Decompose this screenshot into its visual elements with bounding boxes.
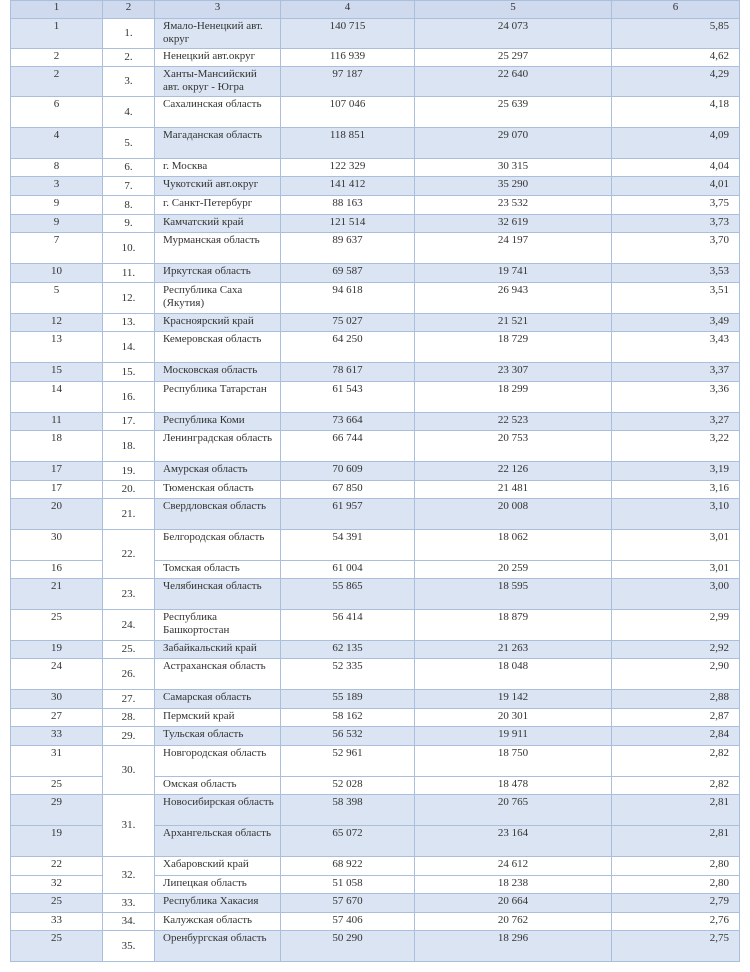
rank-cell: 27. xyxy=(103,690,155,709)
region-name-cell: Чукотский авт.округ xyxy=(155,177,281,196)
table-row xyxy=(11,283,740,314)
value-col4-cell: 88 163 xyxy=(281,196,415,215)
value-col4-cell: 61 957 xyxy=(281,499,415,530)
value-col6-cell: 2,87 xyxy=(612,709,740,727)
value-col4-cell: 116 939 xyxy=(281,49,415,67)
value-col5-cell: 21 263 xyxy=(415,641,612,659)
rank-cell: 6. xyxy=(103,159,155,177)
value-col4-cell: 75 027 xyxy=(281,314,415,332)
value-col6-cell: 3,36 xyxy=(612,382,740,413)
region-name-cell: Оренбургская область xyxy=(155,931,281,962)
value-col6-cell: 2,80 xyxy=(612,876,740,894)
region-name-cell: Сахалинская область xyxy=(155,97,281,128)
value-col6-cell: 2,82 xyxy=(612,746,740,777)
col1-cell: 9 xyxy=(11,196,103,215)
value-col6-cell: 3,19 xyxy=(612,462,740,481)
header-cell-3: 3 xyxy=(155,1,281,19)
value-col4-cell: 78 617 xyxy=(281,363,415,382)
value-col4-cell: 107 046 xyxy=(281,97,415,128)
rank-cell: 7. xyxy=(103,177,155,196)
rank-cell: 12. xyxy=(103,283,155,314)
rank-cell: 32. xyxy=(103,857,155,894)
rank-cell: 14. xyxy=(103,332,155,363)
table-row xyxy=(11,382,740,413)
value-col5-cell: 23 164 xyxy=(415,826,612,857)
value-col5-cell: 20 008 xyxy=(415,499,612,530)
table-row xyxy=(11,97,740,128)
region-name-cell: Ямало-Ненецкий авт. округ xyxy=(155,19,281,49)
table-row xyxy=(11,314,740,332)
region-name-cell: Калужская область xyxy=(155,913,281,931)
col1-cell: 14 xyxy=(11,382,103,413)
col1-cell: 1 xyxy=(11,19,103,49)
value-col4-cell: 94 618 xyxy=(281,283,415,314)
rank-cell: 25. xyxy=(103,641,155,659)
value-col4-cell: 51 058 xyxy=(281,876,415,894)
col1-cell: 20 xyxy=(11,499,103,530)
region-name-cell: Астраханская область xyxy=(155,659,281,690)
value-col4-cell: 58 162 xyxy=(281,709,415,727)
value-col6-cell: 3,27 xyxy=(612,413,740,431)
col1-cell: 21 xyxy=(11,579,103,610)
region-name-cell: Республика Башкортостан xyxy=(155,610,281,641)
rank-cell: 28. xyxy=(103,709,155,727)
region-name-cell: Архангельская область xyxy=(155,826,281,857)
col1-cell: 30 xyxy=(11,530,103,561)
table-row xyxy=(11,579,740,610)
rank-cell: 35. xyxy=(103,931,155,962)
rank-cell: 11. xyxy=(103,264,155,283)
value-col5-cell: 35 290 xyxy=(415,177,612,196)
rank-cell: 1. xyxy=(103,19,155,49)
rank-cell: 2. xyxy=(103,49,155,67)
value-col4-cell: 54 391 xyxy=(281,530,415,561)
value-col5-cell: 24 197 xyxy=(415,233,612,264)
region-name-cell: Челябинская область xyxy=(155,579,281,610)
value-col5-cell: 18 299 xyxy=(415,382,612,413)
value-col6-cell: 3,37 xyxy=(612,363,740,382)
value-col4-cell: 97 187 xyxy=(281,67,415,97)
table-row xyxy=(11,795,740,826)
rank-cell: 16. xyxy=(103,382,155,413)
col1-cell: 16 xyxy=(11,561,103,579)
value-col6-cell: 3,01 xyxy=(612,530,740,561)
rank-cell: 10. xyxy=(103,233,155,264)
col1-cell: 10 xyxy=(11,264,103,283)
value-col6-cell: 3,16 xyxy=(612,481,740,499)
col1-cell: 25 xyxy=(11,777,103,795)
value-col6-cell: 2,75 xyxy=(612,931,740,962)
region-name-cell: Кемеровская область xyxy=(155,332,281,363)
value-col6-cell: 2,99 xyxy=(612,610,740,641)
col1-cell: 33 xyxy=(11,727,103,746)
rank-cell: 19. xyxy=(103,462,155,481)
table-row xyxy=(11,177,740,196)
value-col4-cell: 62 135 xyxy=(281,641,415,659)
value-col5-cell: 25 639 xyxy=(415,97,612,128)
value-col6-cell: 3,49 xyxy=(612,314,740,332)
value-col5-cell: 20 259 xyxy=(415,561,612,579)
col1-cell: 4 xyxy=(11,128,103,159)
col1-cell: 13 xyxy=(11,332,103,363)
region-name-cell: Свердловская область xyxy=(155,499,281,530)
region-name-cell: Магаданская область xyxy=(155,128,281,159)
table-row xyxy=(11,49,740,67)
value-col5-cell: 19 142 xyxy=(415,690,612,709)
value-col6-cell: 4,29 xyxy=(612,67,740,97)
region-name-cell: Иркутская область xyxy=(155,264,281,283)
table-row xyxy=(11,128,740,159)
col1-cell: 2 xyxy=(11,67,103,97)
value-col4-cell: 52 028 xyxy=(281,777,415,795)
value-col5-cell: 18 750 xyxy=(415,746,612,777)
col1-cell: 22 xyxy=(11,857,103,876)
col1-cell: 18 xyxy=(11,431,103,462)
value-col4-cell: 61 004 xyxy=(281,561,415,579)
region-name-cell: Ленинградская область xyxy=(155,431,281,462)
rank-cell: 23. xyxy=(103,579,155,610)
value-col6-cell: 3,00 xyxy=(612,579,740,610)
region-name-cell: г. Москва xyxy=(155,159,281,177)
table-row xyxy=(11,894,740,913)
rank-cell: 31. xyxy=(103,795,155,857)
table-row xyxy=(11,233,740,264)
value-col6-cell: 4,62 xyxy=(612,49,740,67)
value-col4-cell: 57 406 xyxy=(281,913,415,931)
value-col5-cell: 22 523 xyxy=(415,413,612,431)
rank-cell: 13. xyxy=(103,314,155,332)
region-name-cell: Амурская область xyxy=(155,462,281,481)
value-col4-cell: 69 587 xyxy=(281,264,415,283)
col1-cell: 33 xyxy=(11,913,103,931)
table-row xyxy=(11,690,740,709)
col1-cell: 17 xyxy=(11,481,103,499)
value-col5-cell: 21 481 xyxy=(415,481,612,499)
value-col4-cell: 73 664 xyxy=(281,413,415,431)
value-col4-cell: 70 609 xyxy=(281,462,415,481)
table-row xyxy=(11,196,740,215)
col1-cell: 7 xyxy=(11,233,103,264)
value-col4-cell: 58 398 xyxy=(281,795,415,826)
region-name-cell: Республика Татарстан xyxy=(155,382,281,413)
col1-cell: 5 xyxy=(11,283,103,314)
value-col4-cell: 66 744 xyxy=(281,431,415,462)
region-name-cell: Самарская область xyxy=(155,690,281,709)
value-col6-cell: 3,51 xyxy=(612,283,740,314)
table-row xyxy=(11,462,740,481)
value-col6-cell: 2,90 xyxy=(612,659,740,690)
col1-cell: 11 xyxy=(11,413,103,431)
value-col4-cell: 65 072 xyxy=(281,826,415,857)
value-col5-cell: 23 307 xyxy=(415,363,612,382)
rank-cell: 8. xyxy=(103,196,155,215)
region-name-cell: Республика Хакасия xyxy=(155,894,281,913)
value-col4-cell: 55 865 xyxy=(281,579,415,610)
value-col5-cell: 21 521 xyxy=(415,314,612,332)
value-col5-cell: 18 296 xyxy=(415,931,612,962)
region-name-cell: Красноярский край xyxy=(155,314,281,332)
region-name-cell: Новосибирская область xyxy=(155,795,281,826)
rank-cell: 17. xyxy=(103,413,155,431)
region-name-cell: Московская область xyxy=(155,363,281,382)
value-col6-cell: 3,75 xyxy=(612,196,740,215)
header-cell-6: 6 xyxy=(612,1,740,19)
table-row xyxy=(11,610,740,641)
col1-cell: 2 xyxy=(11,49,103,67)
col1-cell: 25 xyxy=(11,610,103,641)
region-name-cell: Тульская область xyxy=(155,727,281,746)
value-col5-cell: 20 765 xyxy=(415,795,612,826)
header-cell-4: 4 xyxy=(281,1,415,19)
value-col5-cell: 20 753 xyxy=(415,431,612,462)
col1-cell: 29 xyxy=(11,795,103,826)
value-col5-cell: 19 911 xyxy=(415,727,612,746)
value-col6-cell: 4,09 xyxy=(612,128,740,159)
rank-cell: 26. xyxy=(103,659,155,690)
value-col4-cell: 67 850 xyxy=(281,481,415,499)
value-col6-cell: 3,22 xyxy=(612,431,740,462)
value-col6-cell: 3,10 xyxy=(612,499,740,530)
col1-cell: 6 xyxy=(11,97,103,128)
region-name-cell: Томская область xyxy=(155,561,281,579)
table-row xyxy=(11,215,740,233)
header-row xyxy=(11,1,740,19)
value-col4-cell: 57 670 xyxy=(281,894,415,913)
value-col6-cell: 2,81 xyxy=(612,826,740,857)
table-row xyxy=(11,159,740,177)
value-col5-cell: 26 943 xyxy=(415,283,612,314)
rank-cell: 33. xyxy=(103,894,155,913)
value-col6-cell: 2,82 xyxy=(612,777,740,795)
region-name-cell: Камчатский край xyxy=(155,215,281,233)
value-col5-cell: 30 315 xyxy=(415,159,612,177)
value-col6-cell: 3,70 xyxy=(612,233,740,264)
table-row xyxy=(11,499,740,530)
value-col5-cell: 18 879 xyxy=(415,610,612,641)
value-col4-cell: 55 189 xyxy=(281,690,415,709)
value-col4-cell: 52 961 xyxy=(281,746,415,777)
value-col4-cell: 56 414 xyxy=(281,610,415,641)
value-col5-cell: 22 126 xyxy=(415,462,612,481)
col1-cell: 31 xyxy=(11,746,103,777)
value-col5-cell: 23 532 xyxy=(415,196,612,215)
value-col5-cell: 18 238 xyxy=(415,876,612,894)
value-col4-cell: 68 922 xyxy=(281,857,415,876)
col1-cell: 25 xyxy=(11,931,103,962)
rank-cell: 5. xyxy=(103,128,155,159)
value-col5-cell: 18 729 xyxy=(415,332,612,363)
value-col5-cell: 18 048 xyxy=(415,659,612,690)
col1-cell: 15 xyxy=(11,363,103,382)
value-col5-cell: 18 062 xyxy=(415,530,612,561)
value-col5-cell: 32 619 xyxy=(415,215,612,233)
table-row xyxy=(11,413,740,431)
header-cell-1: 1 xyxy=(11,1,103,19)
value-col4-cell: 118 851 xyxy=(281,128,415,159)
value-col6-cell: 4,01 xyxy=(612,177,740,196)
value-col6-cell: 5,85 xyxy=(612,19,740,49)
value-col6-cell: 2,88 xyxy=(612,690,740,709)
rank-cell: 22. xyxy=(103,530,155,579)
rank-cell: 3. xyxy=(103,67,155,97)
table-row xyxy=(11,363,740,382)
rank-cell: 21. xyxy=(103,499,155,530)
rank-cell: 20. xyxy=(103,481,155,499)
region-name-cell: Ханты-Мансийский авт. округ - Югра xyxy=(155,67,281,97)
col1-cell: 30 xyxy=(11,690,103,709)
value-col4-cell: 89 637 xyxy=(281,233,415,264)
table-row xyxy=(11,659,740,690)
rank-cell: 9. xyxy=(103,215,155,233)
table-row xyxy=(11,913,740,931)
col1-cell: 25 xyxy=(11,894,103,913)
table-row xyxy=(11,530,740,561)
col1-cell: 24 xyxy=(11,659,103,690)
region-name-cell: Республика Саха (Якутия) xyxy=(155,283,281,314)
region-name-cell: Омская область xyxy=(155,777,281,795)
value-col6-cell: 2,79 xyxy=(612,894,740,913)
value-col5-cell: 20 762 xyxy=(415,913,612,931)
value-col6-cell: 2,80 xyxy=(612,857,740,876)
table-row xyxy=(11,931,740,962)
region-name-cell: Мурманская область xyxy=(155,233,281,264)
value-col5-cell: 22 640 xyxy=(415,67,612,97)
table-row xyxy=(11,67,740,97)
value-col4-cell: 140 715 xyxy=(281,19,415,49)
rank-cell: 34. xyxy=(103,913,155,931)
rank-cell: 29. xyxy=(103,727,155,746)
regions-table xyxy=(10,0,740,962)
value-col4-cell: 50 290 xyxy=(281,931,415,962)
value-col5-cell: 18 478 xyxy=(415,777,612,795)
region-name-cell: Ненецкий авт.округ xyxy=(155,49,281,67)
region-name-cell: Хабаровский край xyxy=(155,857,281,876)
rank-cell: 24. xyxy=(103,610,155,641)
value-col5-cell: 20 301 xyxy=(415,709,612,727)
col1-cell: 8 xyxy=(11,159,103,177)
value-col5-cell: 20 664 xyxy=(415,894,612,913)
col1-cell: 19 xyxy=(11,641,103,659)
table-row xyxy=(11,857,740,876)
col1-cell: 3 xyxy=(11,177,103,196)
value-col5-cell: 25 297 xyxy=(415,49,612,67)
table-row xyxy=(11,19,740,49)
region-name-cell: Тюменская область xyxy=(155,481,281,499)
col1-cell: 32 xyxy=(11,876,103,894)
table-body xyxy=(11,19,740,962)
value-col6-cell: 3,01 xyxy=(612,561,740,579)
col1-cell: 12 xyxy=(11,314,103,332)
value-col6-cell: 2,84 xyxy=(612,727,740,746)
col1-cell: 27 xyxy=(11,709,103,727)
table-row xyxy=(11,264,740,283)
rank-cell: 4. xyxy=(103,97,155,128)
value-col4-cell: 52 335 xyxy=(281,659,415,690)
value-col5-cell: 29 070 xyxy=(415,128,612,159)
table-row xyxy=(11,746,740,777)
rank-cell: 30. xyxy=(103,746,155,795)
value-col4-cell: 141 412 xyxy=(281,177,415,196)
value-col4-cell: 64 250 xyxy=(281,332,415,363)
value-col6-cell: 2,92 xyxy=(612,641,740,659)
value-col4-cell: 122 329 xyxy=(281,159,415,177)
table-row xyxy=(11,332,740,363)
region-name-cell: Белгородская область xyxy=(155,530,281,561)
table-row xyxy=(11,709,740,727)
value-col5-cell: 18 595 xyxy=(415,579,612,610)
value-col6-cell: 4,18 xyxy=(612,97,740,128)
value-col6-cell: 3,43 xyxy=(612,332,740,363)
col1-cell: 19 xyxy=(11,826,103,857)
value-col5-cell: 24 073 xyxy=(415,19,612,49)
region-name-cell: г. Санкт-Петербург xyxy=(155,196,281,215)
region-name-cell: Забайкальский край xyxy=(155,641,281,659)
region-name-cell: Новгородская область xyxy=(155,746,281,777)
table-row xyxy=(11,641,740,659)
region-name-cell: Республика Коми xyxy=(155,413,281,431)
table-row xyxy=(11,431,740,462)
value-col4-cell: 56 532 xyxy=(281,727,415,746)
table-row xyxy=(11,481,740,499)
value-col4-cell: 121 514 xyxy=(281,215,415,233)
table-row xyxy=(11,727,740,746)
col1-cell: 17 xyxy=(11,462,103,481)
value-col5-cell: 24 612 xyxy=(415,857,612,876)
value-col6-cell: 2,76 xyxy=(612,913,740,931)
value-col5-cell: 19 741 xyxy=(415,264,612,283)
rank-cell: 15. xyxy=(103,363,155,382)
value-col6-cell: 3,53 xyxy=(612,264,740,283)
rank-cell: 18. xyxy=(103,431,155,462)
header-cell-2: 2 xyxy=(103,1,155,19)
header-cell-5: 5 xyxy=(415,1,612,19)
col1-cell: 9 xyxy=(11,215,103,233)
region-name-cell: Пермский край xyxy=(155,709,281,727)
region-name-cell: Липецкая область xyxy=(155,876,281,894)
value-col6-cell: 3,73 xyxy=(612,215,740,233)
value-col6-cell: 2,81 xyxy=(612,795,740,826)
value-col4-cell: 61 543 xyxy=(281,382,415,413)
value-col6-cell: 4,04 xyxy=(612,159,740,177)
